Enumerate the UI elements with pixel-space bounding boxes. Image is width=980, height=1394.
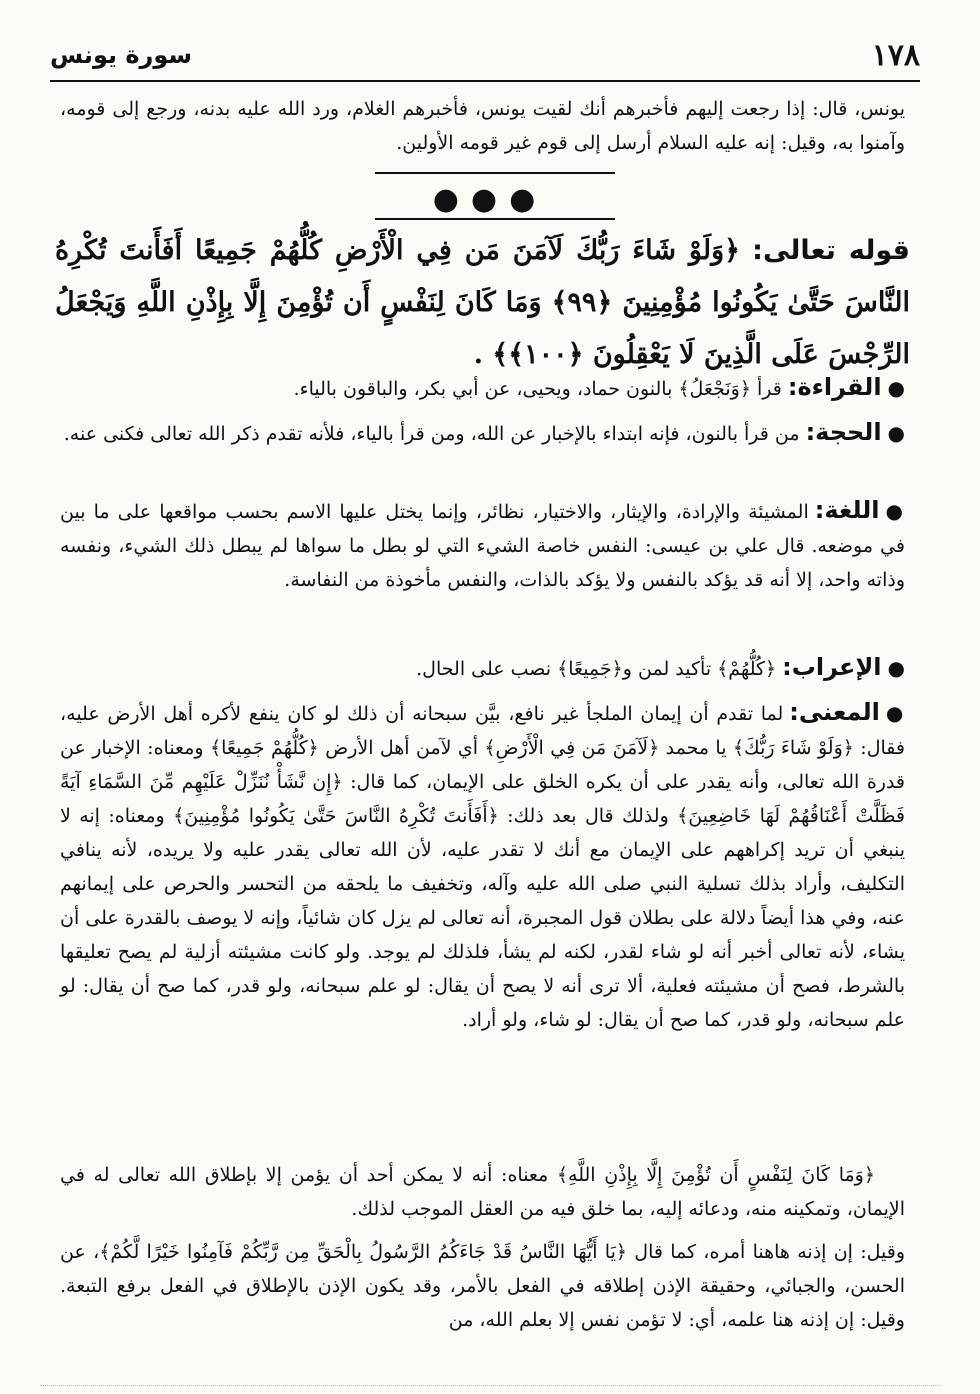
section-qiraa	[60, 370, 905, 406]
separator-dots: ●●●	[432, 182, 548, 217]
separator-line-bottom	[375, 218, 615, 220]
section-label-irab: الإعراب:	[782, 653, 882, 681]
page-bottom-edge	[40, 1385, 940, 1386]
bullet-icon: ●	[887, 376, 905, 400]
separator-line-top	[375, 172, 615, 174]
final-paragraph-2: وقيل: إن إذنه هاهنا أمره، كما قال ﴿يَا أَيُّهَا النَّاسُ قَدْ جَاءَكُمُ الرَّسُولُ بِالْحَقِّ مِن رَّبِّكُمْ فَآمِنُوا خَيْرًا لَّكُمْ﴾، عن الحسن، والجبائي، وحقيقة الإذن إطلاقه في الفعل بالأمر، وقد يكون الإذن بالإطلاق في الفعل برفع التبعة. وقيل: إن إذنه هنا علمه، أي: لا تؤمن نفس إلا بعلم الله، من	[60, 1241, 905, 1331]
bullet-icon: ●	[885, 499, 905, 523]
section-label-lugha: اللغة:	[814, 496, 880, 524]
section-text-irab: ﴿كُلُّهُمْ﴾ تأكيد لمن و﴿جَمِيعًا﴾ نصب على الحال.	[416, 658, 777, 680]
page-header	[50, 30, 920, 82]
intro-paragraph: يونس، قال: إذا رجعت إليهم فأخبرهم أنك لقيت يونس، فأخبرهم الغلام، ورد الله عليه بدنه، ورجع إلى قومه، وآمنوا به، وقيل: إنه عليه السلام أرسل إلى قوم غير قومه الأولين.	[60, 98, 905, 154]
verse-text: ﴿وَلَوْ شَاءَ رَبُّكَ لَآمَنَ مَن فِي الْأَرْضِ كُلُّهُمْ جَمِيعًا أَفَأَنتَ تُكْرِهُ النَّاسَ حَتَّىٰ يَكُونُوا مُؤْمِنِينَ ﴿٩٩﴾ وَمَا كَانَ لِنَفْسٍ أَن تُؤْمِنَ إِلَّا بِإِذْنِ اللَّهِ وَيَجْعَلُ الرِّجْسَ عَلَى الَّذِينَ لَا يَعْقِلُونَ ﴿١٠٠﴾﴾ .	[55, 235, 910, 370]
verse-lead: قوله تعالى:	[752, 235, 910, 266]
section-label-mana: المعنى:	[789, 698, 880, 726]
final-paragraph-1: ﴿وَمَا كَانَ لِنَفْسٍ أَن تُؤْمِنَ إِلَّا بِإِذْنِ اللَّهِ﴾ معناه: أنه لا يمكن أحد أن يؤمن إلا بإطلاق الله تعالى له في الإيمان، وتمكينه منه، ودعائه إليه، بما خلق فيه من العقل الموجب لذلك.	[60, 1164, 905, 1220]
bullet-icon: ●	[887, 656, 905, 680]
section-irab	[60, 650, 905, 686]
bullet-icon: ●	[887, 421, 905, 445]
section-text-mana: لما تقدم أن إيمان الملجأ غير نافع، بيَّن سبحانه أن ذلك لو كان ينفع لأكره أهل الأرض عليه، فقال: ﴿وَلَوْ شَاءَ رَبُّكَ﴾ يا محمد ﴿لَآمَنَ مَن فِي الْأَرْضِ﴾ أي لآمن أهل الأرض ﴿كُلُّهُمْ جَمِيعًا﴾ ومعناه: الإخبار عن قدرة الله تعالى، وأنه يقدر على أن يكره الخلق على الإيمان، كما قال: ﴿إِن نَّشَأْ نُنَزِّلْ عَلَيْهِم مِّنَ السَّمَاءِ آيَةً فَظَلَّتْ أَعْنَاقُهُمْ لَهَا خَاضِعِينَ﴾ ولذلك قال بعد ذلك: ﴿أَفَأَنتَ تُكْرِهُ النَّاسَ حَتَّىٰ يَكُونُوا مُؤْمِنِينَ﴾ ومعناه: إنه لا ينبغي أن تريد إكراههم على الإيمان مع أنك لا تقدر عليه، لأن الله تعالى يقدر عليه ولا يريده، لأنه ينافي التكليف، وأراد بذلك تسلية النبي صلى الله عليه وآله، وتخفيف ما يلحقه من التحسر والحرص على إيمانهم عنه، وفي هذا أيضاً دلالة على بطلان قول المجبرة، أنه تعالى لم يزل كان شائياً، وإنه لا يوصف بالقدرة على أن يشاء، لأنه تعالى أخبر أنه لو شاء لقدر، لكنه لم يشأ، فلذلك لم يوجد. ولو كانت مشيئته أزلية لم يصح تعليقها بالشرط، فصح أن مشيئته فعلية، ألا ترى أنه لا يصح أن يقال: لو علم سبحانه، ولو قدر، كما صح أن يقال: لو علم سبحانه، ولو قدر، كما صح أن يقال: لو شاء، ولو أراد.	[60, 703, 905, 1031]
section-text-hujja: من قرأ بالنون، فإنه ابتداء بالإخبار عن الله، ومن قرأ بالياء، فلأنه تقدم ذكر الله تعالى فكنى عنه.	[63, 423, 800, 445]
section-label-qiraa: القراءة:	[787, 373, 882, 401]
quran-verse-block	[55, 225, 910, 381]
section-label-hujja: الحجة:	[805, 418, 882, 446]
section-text-qiraa: قرأ ﴿وَنَجْعَلُ﴾ بالنون حماد، ويحيى، عن أبي بكر، والباقون بالياء.	[293, 378, 782, 400]
surah-title: سورة يونس	[50, 41, 192, 69]
section-lugha	[60, 493, 905, 597]
section-mana	[60, 695, 905, 1037]
section-hujja	[60, 415, 905, 451]
section-text-lugha: المشيئة والإرادة، والإيثار، والاختيار، نظائر، وإنما يختل عليها الاسم بحسب مواقعها على ما بين في موضعه. قال علي بن عيسى: النفس خاصة الشيء التي لو بطل ما سواها لم يبطل ذلك الشيء، ونفسه وذاته واحد، إلا أنه قد يؤكد بالنفس ولا يؤكد بالذات، والنفس مأخوذة من النفاسة.	[60, 501, 905, 591]
bullet-icon: ●	[885, 701, 905, 725]
page-number: ١٧٨	[871, 37, 920, 73]
